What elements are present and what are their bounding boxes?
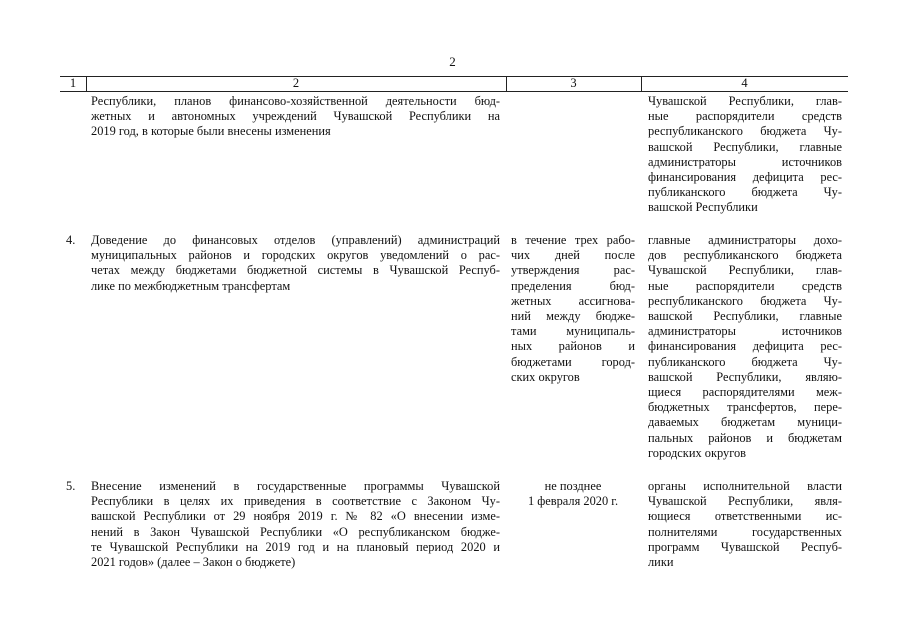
text-line: не позднее (544, 479, 602, 493)
text-line: вашской Республики, главные (648, 309, 842, 324)
text-line: Республики, планов финансово-хозяйственной деятельности бюд- (91, 94, 500, 108)
text-line: ных районов и (511, 339, 635, 354)
header-col-2: 2 (292, 76, 300, 90)
text-line: публиканского бюджета Чу- (648, 354, 842, 369)
text-line: ные распорядители средств (648, 278, 842, 293)
text-line: администраторы источников (648, 154, 842, 169)
text-line: лике по межбюджетным трансфертам (91, 278, 291, 293)
text-line: даваемых бюджетам муници- (648, 415, 842, 430)
text-line: вашской Республики, являю- (648, 369, 842, 384)
header-col-4: 4 (741, 76, 748, 90)
text-line: жетных и автономных учреждений Чувашской Республики на (91, 109, 500, 124)
text-line: ских округов (511, 369, 580, 384)
text-line: 2021 годов» (далее – Закон о бюджете) (91, 555, 296, 570)
text-line: Доведение до финансовых отделов (управлений) администраций (91, 233, 500, 247)
row-number: 5. (66, 479, 76, 493)
text-line: республиканского бюджета Чу- (648, 293, 842, 308)
text-line: щиеся распорядителями меж- (648, 385, 842, 400)
text-line: те Чувашской Республики на 2019 год и на плановый период 2020 и (91, 539, 500, 554)
text-line: публиканского бюджета Чу- (648, 185, 842, 200)
row-number: 4. (66, 233, 76, 247)
text-line: ные распорядители средств (648, 109, 842, 124)
row-5-task (91, 479, 500, 570)
text-line: утверждения рас- (511, 263, 635, 278)
text-line: Внесение изменений в государственные программы Чувашской (91, 479, 500, 493)
text-line: финансирования дефицита рес- (648, 170, 842, 185)
text-line: лики (648, 555, 674, 570)
text-line: пальных районов и бюджетам (648, 430, 842, 445)
row-4-responsible (648, 233, 842, 461)
row-continued-task (91, 94, 500, 140)
row-4-deadline (511, 233, 635, 385)
text-line: пределения бюд- (511, 278, 635, 293)
header-col-1: 1 (69, 76, 77, 90)
text-line: бюджетных трансфертов, пере- (648, 400, 842, 415)
text-line: нений в Закон Чувашской Республики «О республиканском бюдже- (91, 524, 500, 539)
text-line: Республики в целях их приведения в соответствие с Законом Чу- (91, 494, 500, 509)
text-line: Чувашской Республики, глав- (648, 263, 842, 278)
text-line: программ Чувашской Респуб- (648, 539, 842, 554)
text-line: 1 февраля 2020 г. (527, 494, 619, 509)
text-line: 2019 год, в которые были внесены изменения (91, 124, 331, 139)
row-4-task (91, 233, 500, 294)
text-line: чих дней после (511, 248, 635, 263)
text-line: полнителями государственных (648, 524, 842, 539)
text-line: четах между бюджетами бюджетной системы в Чувашской Респуб- (91, 263, 500, 278)
text-line: Чувашской Республики, явля- (648, 494, 842, 509)
text-line: городских округов (648, 445, 747, 460)
text-line: финансирования дефицита рес- (648, 339, 842, 354)
text-line: органы исполнительной власти (648, 479, 842, 493)
text-line: жетных ассигнова- (511, 293, 635, 308)
text-line: в течение трех рабо- (511, 233, 635, 247)
page-number: 2 (449, 54, 456, 69)
text-line: вашской Республики, главные (648, 139, 842, 154)
text-line: ющиеся ответственными ис- (648, 509, 842, 524)
text-line: бюджетами город- (511, 354, 635, 369)
row-continued-responsible (648, 94, 842, 216)
row-5-deadline (511, 479, 635, 509)
text-line: ний между бюдже- (511, 309, 635, 324)
text-line: вашской Республики от 29 ноября 2019 г. № 82 «О внесении изме- (91, 509, 500, 524)
text-line: республиканского бюджета Чу- (648, 124, 842, 139)
text-line: Чувашской Республики, глав- (648, 94, 842, 108)
text-line: вашской Республики (648, 200, 758, 215)
text-line: администраторы источников (648, 324, 842, 339)
table-header-bottom-rule (60, 91, 848, 92)
row-5-responsible (648, 479, 842, 570)
text-line: муниципальных районов и городских округов уведомлений о рас- (91, 248, 500, 263)
header-col-3: 3 (570, 76, 577, 90)
text-line: главные администраторы дохо- (648, 233, 842, 247)
text-line: дов республиканского бюджета (648, 248, 842, 263)
text-line: тами муниципаль- (511, 324, 635, 339)
